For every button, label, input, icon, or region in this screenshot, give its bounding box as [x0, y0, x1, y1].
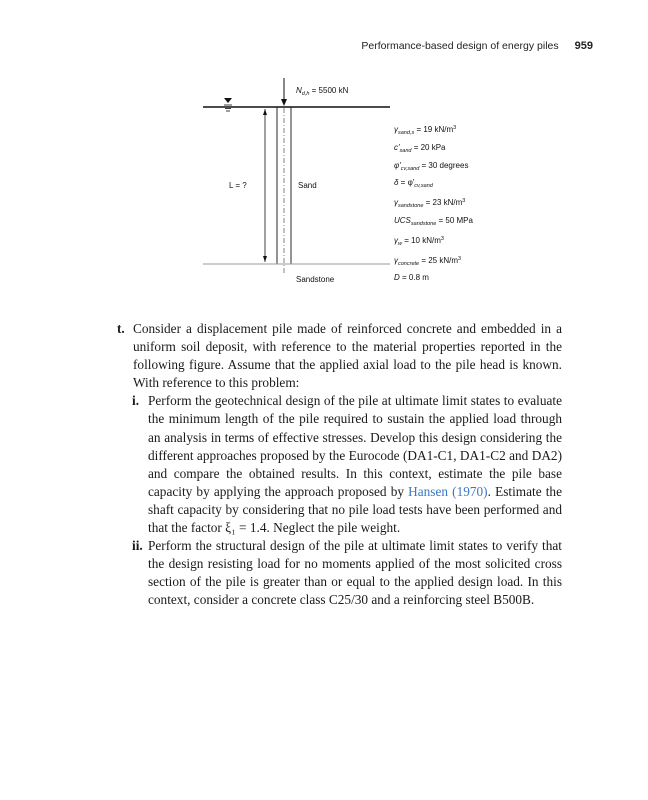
material-properties [394, 121, 473, 286]
load-label: $N_{d,h} = 5500$ kN [296, 86, 349, 97]
property-line: $c'_{sand} = 20$ kPa [394, 142, 446, 154]
sub-question-label: ii. [132, 538, 143, 554]
sub-question-ii: ii. Perform the structural design of the pile at ultimate limit states to verify that the design resisting load for no moments applied of the most solicited cross section of the pile is greater than or equal to the applied design load. In this context, consider a concrete class C25/30 and a reinforcing steel B500B. [132, 538, 562, 608]
length-label: L = ? [229, 181, 247, 190]
problem-intro: t. Consider a displacement pile made of reinforced concrete and embedded in a uniform soil deposit, with reference to the material properties reported in the following figure. Assume that the applied axial load to the pile head is known. With reference to this problem: [117, 321, 562, 391]
header-title: Performance-based design of energy piles [361, 40, 559, 52]
sub-question-i: i. Perform the geotechnical design of the pile at ultimate limit states to evaluate the minimum length of the pile required to sustain the applied load through an analysis in terms of effective stresses. Develop this design considering the different approaches proposed by the Eurocode (DA1-C1, DA1-C2 and DA2) and compare the obtained results. In this context, estimate the pile base capacity by applying the approach proposed by Hansen (1970). Estimate the shaft capacity by considering that no pile load tests have been performed and that the factor ξ₁ = 1.4. Neglect the pile weight. [132, 393, 562, 536]
applied-load-arrow [281, 78, 287, 106]
problem-statement [117, 320, 562, 610]
property-line: $\gamma_{sandstone} = 23$ $kN/m^3$ [394, 198, 466, 210]
base-layer-label: Sandstone [296, 275, 335, 284]
soil-label: Sand [298, 181, 317, 190]
running-header [361, 40, 593, 52]
sub-question-label: i. [132, 393, 140, 409]
property-line: D = 0.8 m [394, 273, 429, 283]
length-dimension [263, 109, 267, 262]
property-line: $\gamma_w = 10$ $kN/m^3$ [394, 235, 444, 247]
property-line: $\varphi'_{cv,sand} = 30$ degrees [394, 160, 469, 172]
property-line: $\gamma_{concrete} = 25$ $kN/m^3$ [394, 255, 462, 267]
property-line: $\delta = \varphi'_{cv,sand}$ [394, 178, 433, 190]
problem-label: t. [117, 321, 125, 336]
page-number: 959 [574, 40, 593, 52]
property-line: $UCS_{sandstone} = 50$ MPa [394, 215, 473, 227]
hansen-citation-link[interactable]: Hansen (1970) [408, 483, 488, 499]
water-table-icon [224, 98, 232, 111]
property-line: $\gamma_{sand,s} = 19$ $kN/m^3$ [394, 125, 457, 136]
